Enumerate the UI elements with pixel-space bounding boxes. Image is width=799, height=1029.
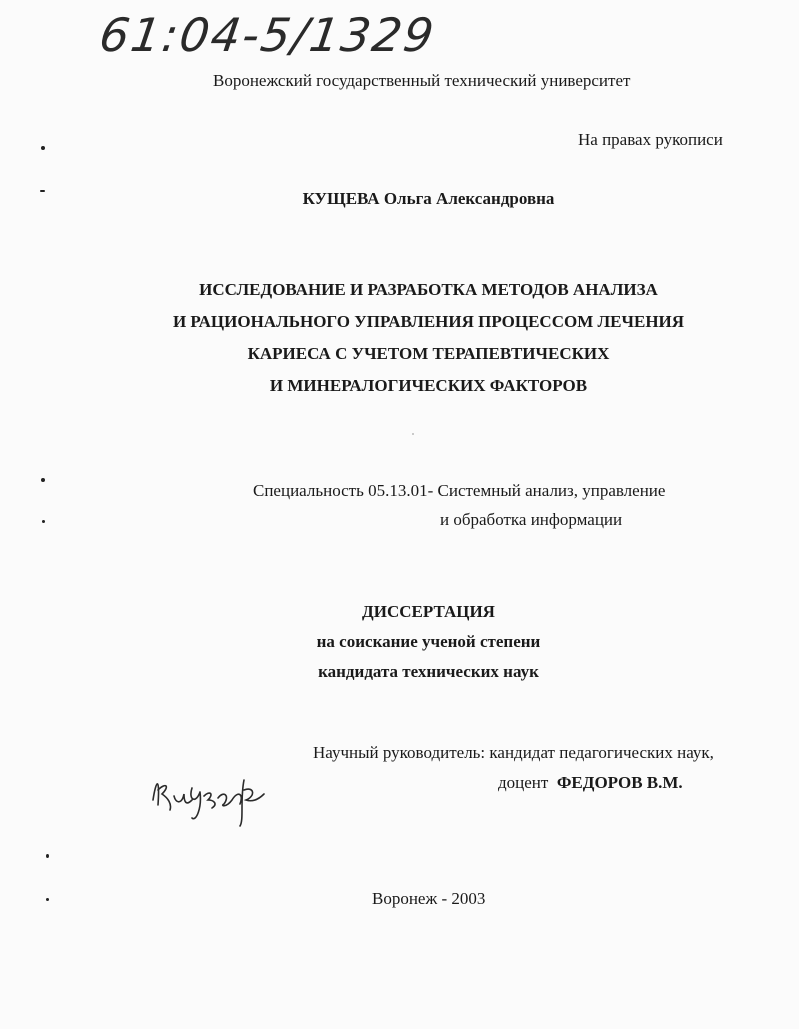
- advisor-line-2: [498, 773, 683, 793]
- dissertation-title: [0, 274, 799, 402]
- advisor-name: ФЕДОРОВ В.М.: [556, 773, 683, 792]
- dissertation-block: [0, 597, 799, 687]
- city-year: Воронеж - 2003: [372, 889, 486, 908]
- title-line: И РАЦИОНАЛЬНОГО УПРАВЛЕНИЯ ПРОЦЕССОМ ЛЕЧЕНИЯ: [172, 312, 685, 331]
- scan-speck: [46, 854, 49, 858]
- scan-speck: [42, 520, 45, 523]
- scan-speck: [40, 190, 45, 192]
- title-line: И МИНЕРАЛОГИЧЕСКИХ ФАКТОРОВ: [269, 376, 588, 395]
- author-name: КУЩЕВА Ольга Александровна: [302, 189, 555, 208]
- archive-number: 61:04-5/1329: [96, 8, 439, 62]
- title-line: КАРИЕСА С УЧЕТОМ ТЕРАПЕВТИЧЕСКИХ: [247, 344, 610, 363]
- specialty-line-2: и обработка информации: [440, 510, 623, 529]
- university-name: Воронежский государственный технический университет: [213, 71, 631, 90]
- specialty-line-1: Специальность 05.13.01- Системный анализ, управление: [253, 481, 666, 500]
- scan-speck: [41, 146, 45, 150]
- author-signature: [148, 760, 278, 830]
- degree-line: кандидата технических наук: [318, 662, 539, 681]
- rights-note: На правах рукописи: [578, 130, 723, 149]
- scan-speck: [46, 898, 49, 901]
- degree-line: на соискание ученой степени: [316, 632, 541, 651]
- advisor-rank: доцент: [498, 773, 549, 792]
- scan-speck: [412, 433, 414, 435]
- scan-speck: [41, 478, 45, 482]
- dissertation-heading: ДИССЕРТАЦИЯ: [362, 602, 495, 621]
- advisor-line-1: Научный руководитель: кандидат педагогических наук,: [313, 743, 714, 762]
- title-line: ИССЛЕДОВАНИЕ И РАЗРАБОТКА МЕТОДОВ АНАЛИЗА: [199, 280, 658, 299]
